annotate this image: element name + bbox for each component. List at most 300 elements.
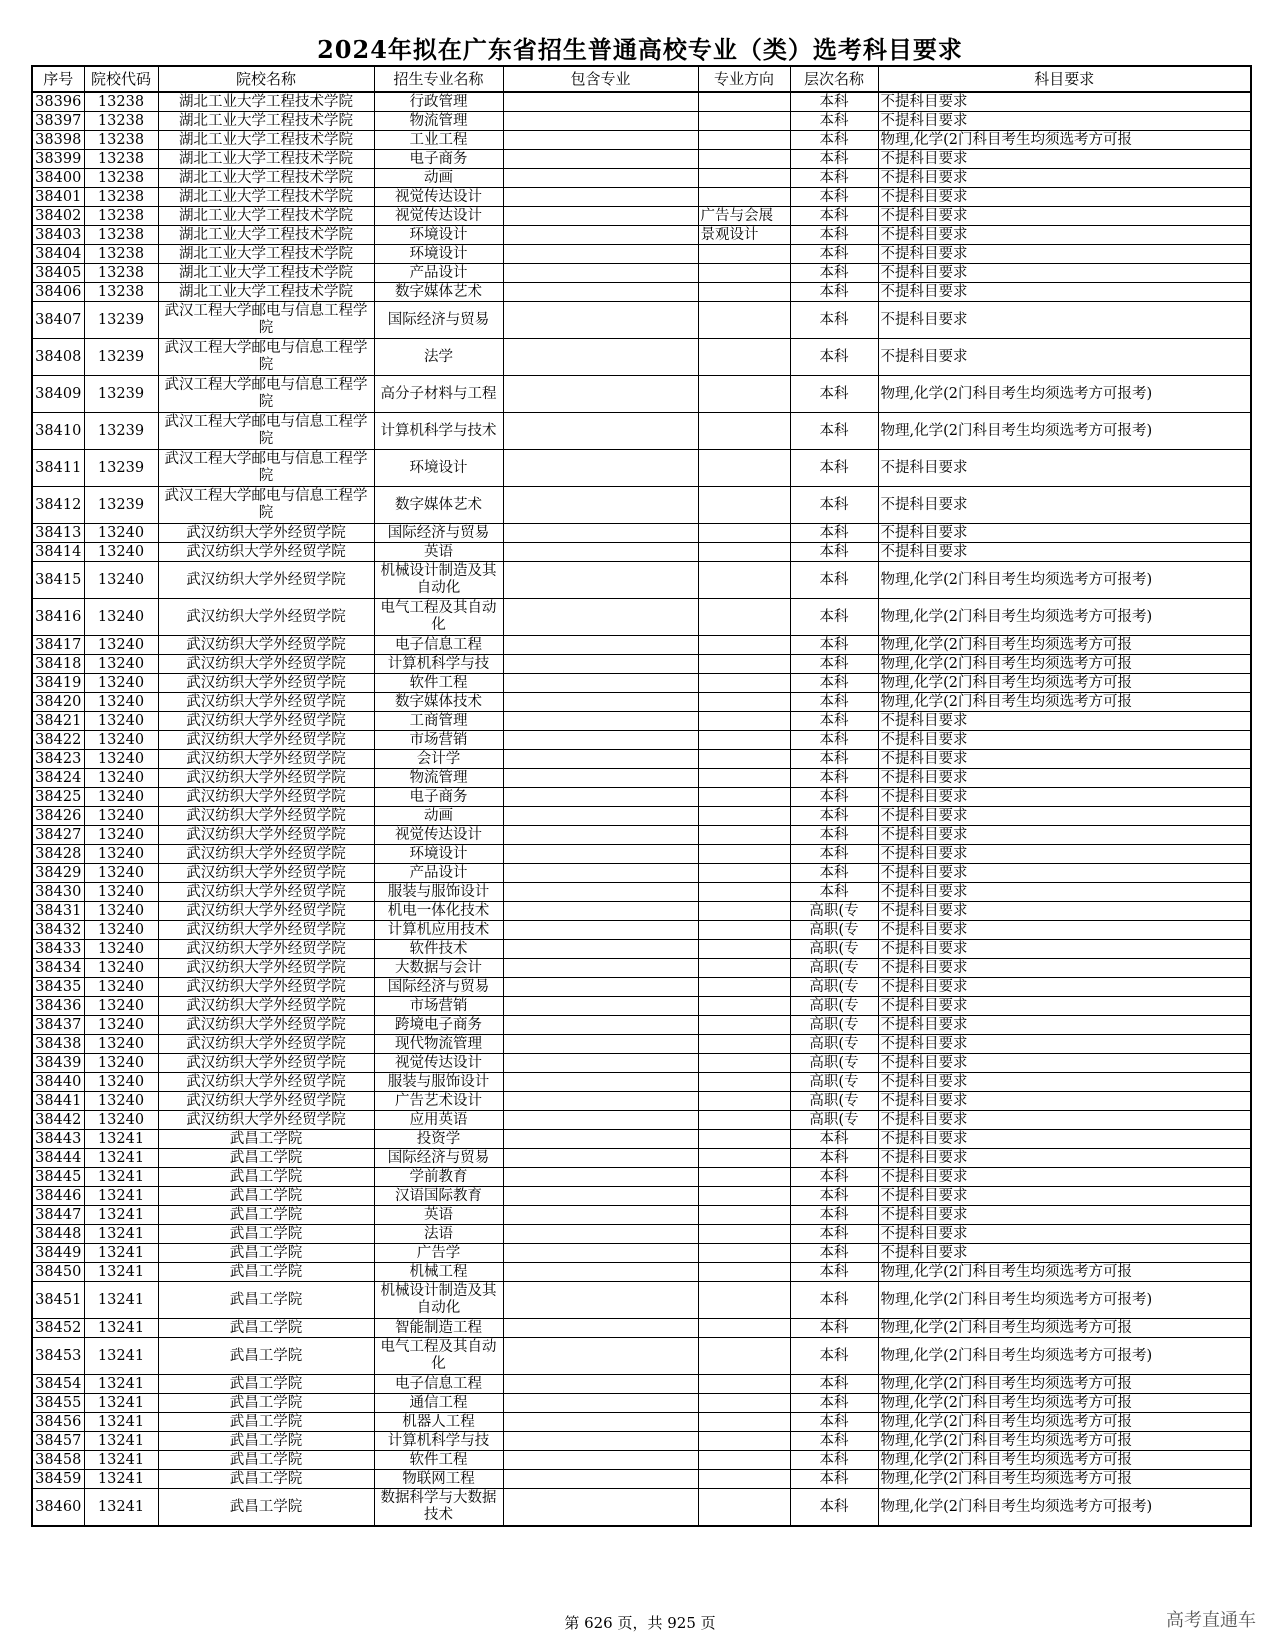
cell-included-majors xyxy=(503,339,698,376)
cell-level: 本科 xyxy=(790,1489,878,1527)
cell-index: 38404 xyxy=(32,245,84,264)
cell-major-direction xyxy=(698,1016,790,1035)
cell-major-direction xyxy=(698,112,790,131)
cell-school-code: 13240 xyxy=(84,845,158,864)
cell-index: 38415 xyxy=(32,562,84,599)
cell-school-name: 武汉工程大学邮电与信息工程学院 xyxy=(158,450,374,487)
cell-index: 38437 xyxy=(32,1016,84,1035)
cell-major-name: 机械设计制造及其自动化 xyxy=(374,1282,503,1319)
table-row xyxy=(32,864,1251,883)
cell-subject-requirement: 不提科目要求 xyxy=(878,339,1251,376)
cell-major-name: 跨境电子商务 xyxy=(374,1016,503,1035)
cell-major-name: 软件技术 xyxy=(374,940,503,959)
cell-index: 38433 xyxy=(32,940,84,959)
cell-subject-requirement: 物理,化学(2门科目考生均须选考方可报 xyxy=(878,693,1251,712)
cell-included-majors xyxy=(503,264,698,283)
cell-index: 38436 xyxy=(32,997,84,1016)
cell-major-name: 物联网工程 xyxy=(374,1470,503,1489)
cell-school-name: 武昌工学院 xyxy=(158,1130,374,1149)
cell-level: 本科 xyxy=(790,712,878,731)
cell-index: 38440 xyxy=(32,1073,84,1092)
cell-major-direction xyxy=(698,339,790,376)
cell-index: 38431 xyxy=(32,902,84,921)
cell-included-majors xyxy=(503,1092,698,1111)
cell-subject-requirement: 不提科目要求 xyxy=(878,731,1251,750)
cell-major-name: 英语 xyxy=(374,1206,503,1225)
cell-subject-requirement: 物理,化学(2门科目考生均须选考方可报考) xyxy=(878,1489,1251,1527)
table-row xyxy=(32,524,1251,543)
cell-level: 本科 xyxy=(790,188,878,207)
cell-index: 38456 xyxy=(32,1413,84,1432)
cell-major-direction xyxy=(698,750,790,769)
page-title: 2024年拟在广东省招生普通高校专业（类）选考科目要求 xyxy=(317,35,963,64)
cell-major-direction xyxy=(698,1394,790,1413)
cell-school-code: 13238 xyxy=(84,131,158,150)
cell-major-direction xyxy=(698,1375,790,1394)
table-row xyxy=(32,712,1251,731)
cell-level: 本科 xyxy=(790,731,878,750)
cell-level: 高职(专 xyxy=(790,1092,878,1111)
cell-school-name: 湖北工业大学工程技术学院 xyxy=(158,207,374,226)
cell-major-direction xyxy=(698,188,790,207)
table-row xyxy=(32,1319,1251,1338)
cell-school-code: 13238 xyxy=(84,169,158,188)
cell-school-code: 13240 xyxy=(84,543,158,562)
cell-major-direction xyxy=(698,1130,790,1149)
cell-included-majors xyxy=(503,92,698,112)
cell-major-name: 环境设计 xyxy=(374,245,503,264)
cell-school-code: 13240 xyxy=(84,997,158,1016)
cell-index: 38411 xyxy=(32,450,84,487)
table-row xyxy=(32,1111,1251,1130)
cell-major-direction xyxy=(698,997,790,1016)
cell-level: 本科 xyxy=(790,1206,878,1225)
cell-level: 高职(专 xyxy=(790,1054,878,1073)
cell-included-majors xyxy=(503,1225,698,1244)
cell-major-name: 数字媒体技术 xyxy=(374,693,503,712)
cell-school-code: 13238 xyxy=(84,112,158,131)
table-header-row xyxy=(32,66,1251,92)
cell-level: 本科 xyxy=(790,864,878,883)
cell-included-majors xyxy=(503,997,698,1016)
cell-school-name: 湖北工业大学工程技术学院 xyxy=(158,112,374,131)
cell-level: 本科 xyxy=(790,264,878,283)
cell-school-code: 13238 xyxy=(84,283,158,302)
cell-subject-requirement: 物理,化学(2门科目考生均须选考方可报 xyxy=(878,1413,1251,1432)
cell-level: 本科 xyxy=(790,1470,878,1489)
cell-index: 38414 xyxy=(32,543,84,562)
cell-major-name: 行政管理 xyxy=(374,92,503,112)
cell-major-direction xyxy=(698,1035,790,1054)
cell-included-majors xyxy=(503,112,698,131)
cell-major-direction xyxy=(698,902,790,921)
cell-school-code: 13241 xyxy=(84,1413,158,1432)
cell-school-name: 湖北工业大学工程技术学院 xyxy=(158,131,374,150)
table-row xyxy=(32,1375,1251,1394)
cell-level: 本科 xyxy=(790,693,878,712)
cell-major-direction xyxy=(698,1244,790,1263)
cell-level: 本科 xyxy=(790,1244,878,1263)
cell-included-majors xyxy=(503,1413,698,1432)
cell-school-name: 湖北工业大学工程技术学院 xyxy=(158,150,374,169)
cell-included-majors xyxy=(503,226,698,245)
cell-included-majors xyxy=(503,524,698,543)
cell-level: 本科 xyxy=(790,769,878,788)
cell-index: 38460 xyxy=(32,1489,84,1527)
cell-major-direction xyxy=(698,1413,790,1432)
cell-school-name: 武汉纺织大学外经贸学院 xyxy=(158,807,374,826)
cell-school-code: 13240 xyxy=(84,674,158,693)
cell-major-direction xyxy=(698,524,790,543)
cell-included-majors xyxy=(503,750,698,769)
cell-level: 本科 xyxy=(790,788,878,807)
table-row xyxy=(32,1168,1251,1187)
cell-school-name: 武昌工学院 xyxy=(158,1394,374,1413)
cell-included-majors xyxy=(503,731,698,750)
table-row xyxy=(32,1432,1251,1451)
cell-level: 本科 xyxy=(790,562,878,599)
cell-index: 38399 xyxy=(32,150,84,169)
cell-major-direction xyxy=(698,959,790,978)
cell-subject-requirement: 物理,化学(2门科目考生均须选考方可报考) xyxy=(878,413,1251,450)
cell-subject-requirement: 不提科目要求 xyxy=(878,1168,1251,1187)
cell-index: 38424 xyxy=(32,769,84,788)
cell-subject-requirement: 物理,化学(2门科目考生均须选考方可报 xyxy=(878,1470,1251,1489)
cell-subject-requirement: 不提科目要求 xyxy=(878,788,1251,807)
cell-subject-requirement: 不提科目要求 xyxy=(878,807,1251,826)
cell-school-code: 13238 xyxy=(84,264,158,283)
cell-subject-requirement: 不提科目要求 xyxy=(878,1130,1251,1149)
cell-major-name: 广告艺术设计 xyxy=(374,1092,503,1111)
cell-included-majors xyxy=(503,450,698,487)
cell-index: 38412 xyxy=(32,487,84,524)
cell-major-name: 视觉传达设计 xyxy=(374,207,503,226)
table-row xyxy=(32,1016,1251,1035)
cell-included-majors xyxy=(503,413,698,450)
cell-index: 38435 xyxy=(32,978,84,997)
cell-major-name: 服装与服饰设计 xyxy=(374,883,503,902)
cell-included-majors xyxy=(503,959,698,978)
cell-level: 高职(专 xyxy=(790,1111,878,1130)
cell-subject-requirement: 不提科目要求 xyxy=(878,997,1251,1016)
cell-school-code: 13240 xyxy=(84,807,158,826)
cell-level: 本科 xyxy=(790,636,878,655)
cell-included-majors xyxy=(503,1451,698,1470)
cell-school-name: 武昌工学院 xyxy=(158,1225,374,1244)
cell-subject-requirement: 不提科目要求 xyxy=(878,1035,1251,1054)
cell-index: 38419 xyxy=(32,674,84,693)
cell-major-name: 计算机科学与技 xyxy=(374,1432,503,1451)
cell-school-code: 13241 xyxy=(84,1489,158,1527)
cell-index: 38459 xyxy=(32,1470,84,1489)
cell-index: 38446 xyxy=(32,1187,84,1206)
cell-major-direction xyxy=(698,826,790,845)
cell-school-name: 武昌工学院 xyxy=(158,1432,374,1451)
cell-school-code: 13240 xyxy=(84,902,158,921)
cell-major-direction xyxy=(698,599,790,636)
cell-school-name: 武昌工学院 xyxy=(158,1282,374,1319)
cell-level: 本科 xyxy=(790,376,878,413)
cell-included-majors xyxy=(503,1432,698,1451)
cell-included-majors xyxy=(503,1073,698,1092)
cell-subject-requirement: 物理,化学(2门科目考生均须选考方可报 xyxy=(878,674,1251,693)
cell-major-direction xyxy=(698,1168,790,1187)
cell-level: 本科 xyxy=(790,487,878,524)
cell-school-name: 武汉纺织大学外经贸学院 xyxy=(158,1035,374,1054)
cell-school-name: 武昌工学院 xyxy=(158,1413,374,1432)
cell-major-name: 软件工程 xyxy=(374,1451,503,1470)
cell-major-direction xyxy=(698,807,790,826)
cell-school-code: 13240 xyxy=(84,1016,158,1035)
cell-subject-requirement: 不提科目要求 xyxy=(878,1092,1251,1111)
cell-level: 本科 xyxy=(790,826,878,845)
cell-school-code: 13241 xyxy=(84,1225,158,1244)
cell-level: 本科 xyxy=(790,131,878,150)
cell-level: 本科 xyxy=(790,413,878,450)
cell-index: 38443 xyxy=(32,1130,84,1149)
cell-major-name: 高分子材料与工程 xyxy=(374,376,503,413)
cell-major-direction: 广告与会展 xyxy=(698,207,790,226)
cell-major-direction xyxy=(698,283,790,302)
cell-index: 38455 xyxy=(32,1394,84,1413)
cell-major-name: 电子信息工程 xyxy=(374,1375,503,1394)
cell-school-code: 13241 xyxy=(84,1149,158,1168)
table-row xyxy=(32,674,1251,693)
cell-included-majors xyxy=(503,712,698,731)
cell-index: 38407 xyxy=(32,302,84,339)
cell-school-code: 13240 xyxy=(84,1035,158,1054)
cell-subject-requirement: 不提科目要求 xyxy=(878,1016,1251,1035)
cell-major-name: 国际经济与贸易 xyxy=(374,1149,503,1168)
cell-level: 高职(专 xyxy=(790,1035,878,1054)
cell-subject-requirement: 不提科目要求 xyxy=(878,864,1251,883)
cell-index: 38457 xyxy=(32,1432,84,1451)
table-row xyxy=(32,1282,1251,1319)
cell-school-name: 武汉纺织大学外经贸学院 xyxy=(158,940,374,959)
cell-school-code: 13238 xyxy=(84,245,158,264)
cell-index: 38401 xyxy=(32,188,84,207)
table-row xyxy=(32,562,1251,599)
cell-subject-requirement: 不提科目要求 xyxy=(878,207,1251,226)
cell-school-name: 武昌工学院 xyxy=(158,1319,374,1338)
cell-subject-requirement: 物理,化学(2门科目考生均须选考方可报考) xyxy=(878,1282,1251,1319)
cell-major-name: 视觉传达设计 xyxy=(374,826,503,845)
cell-level: 本科 xyxy=(790,283,878,302)
cell-index: 38396 xyxy=(32,92,84,112)
table-row xyxy=(32,1225,1251,1244)
cell-school-name: 武汉工程大学邮电与信息工程学院 xyxy=(158,487,374,524)
cell-school-code: 13240 xyxy=(84,712,158,731)
cell-major-direction xyxy=(698,1451,790,1470)
cell-school-code: 13240 xyxy=(84,1092,158,1111)
cell-major-name: 视觉传达设计 xyxy=(374,188,503,207)
cell-school-code: 13240 xyxy=(84,524,158,543)
cell-major-direction xyxy=(698,1263,790,1282)
cell-school-name: 武汉纺织大学外经贸学院 xyxy=(158,864,374,883)
cell-included-majors xyxy=(503,1394,698,1413)
cell-level: 高职(专 xyxy=(790,1073,878,1092)
cell-included-majors xyxy=(503,169,698,188)
cell-included-majors xyxy=(503,245,698,264)
cell-major-name: 电气工程及其自动化 xyxy=(374,1338,503,1375)
cell-major-direction xyxy=(698,1073,790,1092)
cell-index: 38428 xyxy=(32,845,84,864)
cell-major-name: 机器人工程 xyxy=(374,1413,503,1432)
cell-included-majors xyxy=(503,1130,698,1149)
cell-major-direction xyxy=(698,543,790,562)
table-row xyxy=(32,92,1251,112)
cell-included-majors xyxy=(503,376,698,413)
cell-level: 高职(专 xyxy=(790,978,878,997)
cell-major-name: 环境设计 xyxy=(374,845,503,864)
cell-index: 38408 xyxy=(32,339,84,376)
cell-index: 38458 xyxy=(32,1451,84,1470)
cell-subject-requirement: 不提科目要求 xyxy=(878,450,1251,487)
cell-major-name: 产品设计 xyxy=(374,264,503,283)
cell-major-name: 动画 xyxy=(374,807,503,826)
cell-index: 38410 xyxy=(32,413,84,450)
cell-school-name: 武汉纺织大学外经贸学院 xyxy=(158,712,374,731)
cell-school-code: 13240 xyxy=(84,921,158,940)
cell-major-name: 学前教育 xyxy=(374,1168,503,1187)
table-row xyxy=(32,1489,1251,1527)
cell-subject-requirement: 不提科目要求 xyxy=(878,1206,1251,1225)
cell-school-code: 13240 xyxy=(84,883,158,902)
cell-subject-requirement: 不提科目要求 xyxy=(878,302,1251,339)
cell-major-direction xyxy=(698,1111,790,1130)
cell-level: 高职(专 xyxy=(790,1016,878,1035)
cell-major-direction xyxy=(698,655,790,674)
cell-major-name: 国际经济与贸易 xyxy=(374,524,503,543)
table-row xyxy=(32,1073,1251,1092)
cell-subject-requirement: 物理,化学(2门科目考生均须选考方可报考) xyxy=(878,599,1251,636)
cell-school-code: 13241 xyxy=(84,1206,158,1225)
cell-school-code: 13240 xyxy=(84,636,158,655)
cell-major-direction xyxy=(698,169,790,188)
cell-level: 本科 xyxy=(790,245,878,264)
cell-included-majors xyxy=(503,1282,698,1319)
table-row xyxy=(32,450,1251,487)
table-row xyxy=(32,826,1251,845)
table-row xyxy=(32,940,1251,959)
cell-major-name: 视觉传达设计 xyxy=(374,1054,503,1073)
cell-major-direction xyxy=(698,1187,790,1206)
cell-school-code: 13239 xyxy=(84,376,158,413)
header-school-code: 院校代码 xyxy=(84,66,158,92)
cell-subject-requirement: 不提科目要求 xyxy=(878,150,1251,169)
cell-major-name: 机械工程 xyxy=(374,1263,503,1282)
cell-level: 高职(专 xyxy=(790,940,878,959)
cell-index: 38451 xyxy=(32,1282,84,1319)
cell-included-majors xyxy=(503,562,698,599)
cell-school-name: 武汉纺织大学外经贸学院 xyxy=(158,845,374,864)
cell-level: 本科 xyxy=(790,1413,878,1432)
cell-included-majors xyxy=(503,655,698,674)
cell-included-majors xyxy=(503,1168,698,1187)
cell-school-code: 13240 xyxy=(84,693,158,712)
cell-major-name: 软件工程 xyxy=(374,674,503,693)
table-row xyxy=(32,693,1251,712)
cell-subject-requirement: 物理,化学(2门科目考生均须选考方可报考) xyxy=(878,376,1251,413)
table-row xyxy=(32,1470,1251,1489)
cell-major-direction: 景观设计 xyxy=(698,226,790,245)
cell-index: 38409 xyxy=(32,376,84,413)
table-row xyxy=(32,112,1251,131)
cell-included-majors xyxy=(503,188,698,207)
cell-level: 本科 xyxy=(790,1375,878,1394)
cell-major-name: 计算机科学与技术 xyxy=(374,413,503,450)
cell-included-majors xyxy=(503,1375,698,1394)
table-row xyxy=(32,769,1251,788)
cell-school-name: 武汉纺织大学外经贸学院 xyxy=(158,1016,374,1035)
cell-level: 本科 xyxy=(790,1187,878,1206)
cell-index: 38418 xyxy=(32,655,84,674)
cell-major-name: 通信工程 xyxy=(374,1394,503,1413)
cell-major-name: 应用英语 xyxy=(374,1111,503,1130)
cell-school-code: 13240 xyxy=(84,940,158,959)
cell-school-name: 武昌工学院 xyxy=(158,1168,374,1187)
cell-index: 38402 xyxy=(32,207,84,226)
cell-major-name: 数字媒体艺术 xyxy=(374,283,503,302)
cell-index: 38421 xyxy=(32,712,84,731)
cell-major-name: 物流管理 xyxy=(374,112,503,131)
cell-school-code: 13240 xyxy=(84,731,158,750)
cell-school-code: 13238 xyxy=(84,207,158,226)
table-row xyxy=(32,1413,1251,1432)
table-row xyxy=(32,921,1251,940)
header-included-majors: 包含专业 xyxy=(503,66,698,92)
cell-school-name: 武昌工学院 xyxy=(158,1244,374,1263)
brand-watermark: 高考直通车 xyxy=(1166,1610,1256,1631)
cell-major-direction xyxy=(698,845,790,864)
cell-included-majors xyxy=(503,302,698,339)
cell-school-code: 13241 xyxy=(84,1244,158,1263)
cell-major-name: 工商管理 xyxy=(374,712,503,731)
cell-subject-requirement: 不提科目要求 xyxy=(878,1225,1251,1244)
cell-index: 38449 xyxy=(32,1244,84,1263)
cell-index: 38403 xyxy=(32,226,84,245)
cell-school-name: 武昌工学院 xyxy=(158,1451,374,1470)
table-row xyxy=(32,1187,1251,1206)
cell-index: 38427 xyxy=(32,826,84,845)
cell-included-majors xyxy=(503,788,698,807)
header-level: 层次名称 xyxy=(790,66,878,92)
cell-school-code: 13238 xyxy=(84,92,158,112)
table-row xyxy=(32,339,1251,376)
cell-level: 本科 xyxy=(790,807,878,826)
cell-level: 本科 xyxy=(790,450,878,487)
cell-school-name: 武汉纺织大学外经贸学院 xyxy=(158,921,374,940)
cell-major-direction xyxy=(698,1225,790,1244)
cell-level: 本科 xyxy=(790,226,878,245)
table-row xyxy=(32,807,1251,826)
cell-school-name: 武汉纺织大学外经贸学院 xyxy=(158,883,374,902)
table-body xyxy=(32,92,1251,1526)
cell-included-majors xyxy=(503,826,698,845)
cell-included-majors xyxy=(503,207,698,226)
table-row xyxy=(32,997,1251,1016)
cell-subject-requirement: 不提科目要求 xyxy=(878,283,1251,302)
cell-level: 本科 xyxy=(790,1319,878,1338)
cell-level: 本科 xyxy=(790,302,878,339)
cell-level: 本科 xyxy=(790,674,878,693)
cell-major-direction xyxy=(698,1489,790,1527)
cell-major-direction xyxy=(698,1092,790,1111)
table-row xyxy=(32,655,1251,674)
cell-school-name: 湖北工业大学工程技术学院 xyxy=(158,283,374,302)
cell-included-majors xyxy=(503,1111,698,1130)
cell-major-name: 法语 xyxy=(374,1225,503,1244)
